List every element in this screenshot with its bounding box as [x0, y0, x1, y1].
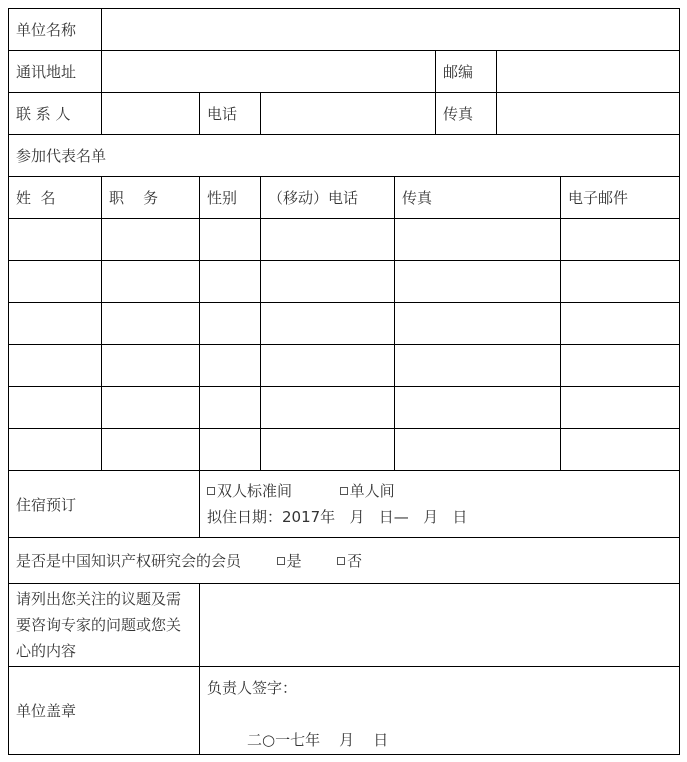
- lodging-label: 住宿预订: [9, 471, 200, 538]
- delegate-name-cell[interactable]: [9, 219, 102, 261]
- delegate-name-cell[interactable]: [9, 387, 102, 429]
- signature-date: 二○一七年 月 日: [247, 731, 389, 749]
- delegate-gender-cell[interactable]: [200, 261, 261, 303]
- header-mobile: （移动）电话: [261, 177, 395, 219]
- delegate-gender-cell[interactable]: [200, 387, 261, 429]
- delegate-email-cell[interactable]: [561, 345, 680, 387]
- member-yes-label: 是: [286, 552, 302, 570]
- postcode-field[interactable]: [497, 51, 680, 93]
- single-room-checkbox[interactable]: [340, 487, 348, 495]
- delegate-position-cell[interactable]: [102, 387, 200, 429]
- delegate-fax-cell[interactable]: [395, 219, 561, 261]
- unit-name-label: 单位名称: [9, 9, 102, 51]
- delegate-email-cell[interactable]: [561, 429, 680, 471]
- delegate-position-cell[interactable]: [102, 303, 200, 345]
- delegate-gender-cell[interactable]: [200, 303, 261, 345]
- delegate-email-cell[interactable]: [561, 303, 680, 345]
- delegate-mobile-cell[interactable]: [261, 345, 395, 387]
- delegate-mobile-cell[interactable]: [261, 387, 395, 429]
- delegate-name-cell[interactable]: [9, 345, 102, 387]
- delegates-section-title: 参加代表名单: [9, 135, 680, 177]
- room-type-line: [207, 478, 672, 504]
- delegate-name-cell[interactable]: [9, 429, 102, 471]
- delegate-fax-cell[interactable]: [395, 429, 561, 471]
- delegate-position-cell[interactable]: [102, 219, 200, 261]
- delegate-fax-cell[interactable]: [395, 261, 561, 303]
- delegate-mobile-cell[interactable]: [261, 303, 395, 345]
- single-room-label: 单人间: [349, 482, 395, 500]
- address-row: [9, 51, 680, 93]
- delegate-row: [9, 303, 680, 345]
- postcode-label: 邮编: [436, 51, 497, 93]
- delegate-row: [9, 387, 680, 429]
- header-name: 姓 名: [9, 177, 102, 219]
- delegates-section-row: [9, 135, 680, 177]
- topics-row: [9, 584, 680, 667]
- double-room-label: 双人标准间: [217, 482, 293, 500]
- unit-name-field[interactable]: [102, 9, 680, 51]
- address-field[interactable]: [102, 51, 436, 93]
- header-position: 职 务: [102, 177, 200, 219]
- seal-label: 单位盖章: [9, 667, 200, 755]
- delegate-gender-cell[interactable]: [200, 219, 261, 261]
- unit-name-row: [9, 9, 680, 51]
- delegate-name-cell[interactable]: [9, 261, 102, 303]
- delegate-fax-cell[interactable]: [395, 387, 561, 429]
- membership-question: 是否是中国知识产权研究会的会员: [16, 552, 242, 570]
- membership-cell: [9, 538, 680, 584]
- header-email: 电子邮件: [561, 177, 680, 219]
- delegate-row: [9, 345, 680, 387]
- delegate-mobile-cell[interactable]: [261, 429, 395, 471]
- seal-row: [9, 667, 680, 755]
- membership-row: [9, 538, 680, 584]
- delegate-email-cell[interactable]: [561, 219, 680, 261]
- lodging-options: [200, 471, 680, 538]
- delegate-position-cell[interactable]: [102, 261, 200, 303]
- delegate-row: [9, 219, 680, 261]
- topics-field[interactable]: [200, 584, 680, 667]
- contact-row: [9, 93, 680, 135]
- contact-label: 联 系 人: [9, 93, 102, 135]
- delegate-position-cell[interactable]: [102, 429, 200, 471]
- delegate-email-cell[interactable]: [561, 261, 680, 303]
- topics-label: 请列出您关注的议题及需要咨询专家的问题或您关心的内容: [9, 584, 200, 667]
- delegate-name-cell[interactable]: [9, 303, 102, 345]
- fax-field[interactable]: [497, 93, 680, 135]
- delegate-gender-cell[interactable]: [200, 429, 261, 471]
- delegate-row: [9, 261, 680, 303]
- registration-form: [8, 8, 680, 755]
- member-yes-checkbox[interactable]: [277, 557, 285, 565]
- fax-label: 传真: [436, 93, 497, 135]
- delegate-email-cell[interactable]: [561, 387, 680, 429]
- double-room-checkbox[interactable]: [207, 487, 215, 495]
- member-no-checkbox[interactable]: [337, 557, 345, 565]
- delegate-mobile-cell[interactable]: [261, 219, 395, 261]
- header-gender: 性别: [200, 177, 261, 219]
- delegate-fax-cell[interactable]: [395, 345, 561, 387]
- header-fax: 传真: [395, 177, 561, 219]
- phone-label: 电话: [200, 93, 261, 135]
- stay-dates: 拟住日期：2017年 月 日— 月 日: [207, 508, 468, 526]
- lodging-row: [9, 471, 680, 538]
- phone-field[interactable]: [261, 93, 436, 135]
- contact-field[interactable]: [102, 93, 200, 135]
- address-label: 通讯地址: [9, 51, 102, 93]
- signature-label: 负责人签字：: [207, 679, 298, 697]
- member-no-label: 否: [347, 552, 363, 570]
- delegates-header-row: [9, 177, 680, 219]
- delegate-position-cell[interactable]: [102, 345, 200, 387]
- delegate-mobile-cell[interactable]: [261, 261, 395, 303]
- delegate-fax-cell[interactable]: [395, 303, 561, 345]
- signature-area[interactable]: [200, 667, 680, 755]
- delegate-gender-cell[interactable]: [200, 345, 261, 387]
- delegate-row: [9, 429, 680, 471]
